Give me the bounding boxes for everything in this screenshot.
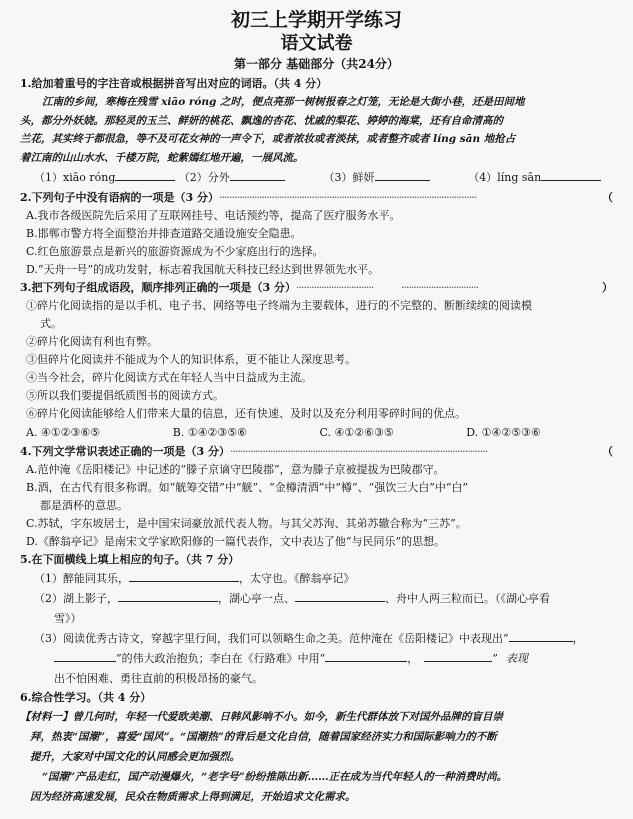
q1-answer-blank[interactable] bbox=[541, 180, 601, 181]
q1-passage-line: 兰花，其实终于都很急，等不及可花女神的一声令下，或者浓妆或者淡抹，或者整齐或者 líng sān 地抢占 bbox=[20, 133, 516, 145]
exam-subtitle: 语文试卷 bbox=[280, 33, 353, 54]
q3-sentence: ④当今社会，碎片化阅读方式在年轻人当中日益成为主流。 bbox=[26, 371, 312, 384]
part-heading: 第一部分 基础部分（共24分） bbox=[234, 57, 399, 71]
q5-answer-blank[interactable] bbox=[54, 661, 116, 662]
q1-blank-label: （1）xiāo róng bbox=[34, 171, 116, 184]
q1-stem: 1.给加着重号的字注音或根据拼音写出对应的词语。（共 4 分） bbox=[20, 77, 328, 90]
q3-sentence: ⑥碎片化阅读能够给人们带来大量的信息，还有快速、及时以及充分利用零碎时间的优点。 bbox=[26, 407, 466, 420]
q4-option-d[interactable]: D.《醉翁亭记》是南宋文学家欧阳修的一篇代表作，文中表达了他“与民同乐”的思想。 bbox=[26, 535, 446, 548]
q3-option-c[interactable]: C. ④①②⑥③⑤ bbox=[319, 426, 394, 439]
q3-sentence: ②碎片化阅读有利也有弊。 bbox=[26, 335, 158, 348]
q6-material-line: 因为经济高速发展，民众在物质需求上得到满足，开始追求文化需求。 bbox=[30, 791, 356, 803]
answer-paren: （ bbox=[602, 191, 613, 204]
q3-option-a[interactable]: A. ④①②③⑥⑤ bbox=[26, 426, 101, 439]
q5-text: ，太守也。《醉翁亭记》 bbox=[239, 572, 355, 585]
q3-option-d[interactable]: D. ①④②⑤③⑥ bbox=[466, 426, 541, 439]
q2-option-c[interactable]: C.红色旅游景点是新兴的旅游资源成为不少家庭出行的选择。 bbox=[26, 245, 324, 258]
q1-passage-line: 着江南的山山水水、千楼万院，蛇紫嫣红地开遍，一展风流。 bbox=[20, 151, 304, 164]
q6-material-line: 【材料一】曾几何时，年轻一代爱欧美潮、日韩风影响不小。如今，新生代群体放下对国外品牌的盲目崇 bbox=[20, 711, 503, 723]
q4-option-c[interactable]: C.苏轼，字东坡居士，是中国宋词豪放派代表人物。与其父苏洵、其弟苏辙合称为“三苏”。 bbox=[26, 517, 467, 530]
leader-dots: ······························· ······························· bbox=[295, 281, 479, 294]
q2-option-d[interactable]: D.“天舟一号”的成功发射，标志着我国航天科技已经达到世界领先水平。 bbox=[26, 263, 380, 276]
q5-text: ”的伟大政治抱负；李白在《行路难》中用“ bbox=[116, 652, 326, 665]
q1-blank-label: （3）鲜妍 bbox=[323, 171, 375, 184]
leader-dots: ······································································································· bbox=[229, 445, 488, 458]
q5-text: 雪》） bbox=[54, 612, 82, 625]
q3-sentence: 式。 bbox=[40, 317, 62, 330]
q5-text: ，湖心亭一点、 bbox=[218, 592, 295, 605]
q1-answer-blank[interactable] bbox=[375, 180, 430, 181]
q5-answer-blank[interactable] bbox=[129, 581, 239, 582]
q4-option-b[interactable]: B.酒，在古代有很多称谓。如“觥筹交错”中“觥”、“金樽清酒”中“樽”、“强饮三大白”中“白” bbox=[26, 481, 469, 494]
q3-sentence: ⑤所以我们要提倡纸质图书的阅读方式。 bbox=[26, 389, 224, 402]
q5-text: 出不怕困难、勇往直前的积极昂扬的豪气。 bbox=[54, 672, 263, 685]
q4-stem: 4.下列文学常识表述正确的一项是（3 分） bbox=[20, 445, 230, 458]
q1-passage-line: 头，都分外妖娆。那轻灵的玉兰、鲜妍的桃花、飘逸的杏花、忧戚的梨花、婷婷的海棠，还有自命清高的 bbox=[20, 114, 503, 127]
q2-stem-row bbox=[20, 189, 613, 207]
q5-answer-blank[interactable] bbox=[424, 661, 492, 662]
q5-answer-blank[interactable] bbox=[295, 601, 385, 602]
q3-sentence: ③但碎片化阅读并不能成为个人的知识体系，更不能让人深度思考。 bbox=[26, 353, 356, 366]
q5-text: （1）醉能同其乐， bbox=[34, 572, 129, 585]
q5-stem: 5.在下面横线上填上相应的句子。（共 7 分） bbox=[20, 553, 240, 566]
q6-stem: 6.综合性学习。（共 4 分） bbox=[20, 691, 152, 704]
q5-text: （3）阅读优秀古诗文，穿越字里行间，我们可以领略生命之美。范仲淹在《岳阳楼记》中表现出“ bbox=[34, 632, 509, 645]
q5-text: ， bbox=[407, 652, 419, 665]
q6-material-line: “国潮”产品走红，国产动漫爆火，“老字号”纷纷推陈出新……正在成为当代年轻人的一种消费时尚。 bbox=[42, 771, 508, 783]
exam-title: 初三上学期开学练习 bbox=[230, 9, 402, 31]
q6-material-line: 提升，大家对中国文化的认同感会更加强烈。 bbox=[30, 751, 240, 763]
leader-dots: ······································································································· bbox=[218, 191, 477, 204]
q3-stem-row bbox=[20, 279, 613, 297]
q5-line-1 bbox=[20, 569, 613, 589]
q2-option-a[interactable]: A.我市各级医院先后采用了互联网挂号、电话预约等，提高了医疗服务水平。 bbox=[26, 209, 401, 222]
q1-blank-label: （4）líng sān bbox=[468, 171, 542, 184]
q5-answer-blank[interactable] bbox=[118, 601, 218, 602]
q5-text: ” bbox=[492, 652, 498, 665]
q3-sentence: ①碎片化阅读指的是以手机、电子书、网络等电子终端为主要载体，进行的不完整的、断断续续的阅读模 bbox=[26, 299, 532, 312]
answer-paren: （ bbox=[602, 445, 613, 458]
q2-option-b[interactable]: B.邯郸市警方将全面整治并排查道路交通设施安全隐患。 bbox=[26, 227, 302, 240]
q5-text: （2）湖上影子， bbox=[34, 592, 118, 605]
q5-text: 、舟中人两三粒而已。（《湖心亭看 bbox=[385, 592, 550, 605]
answer-paren: ） bbox=[602, 281, 613, 294]
q4-stem-row bbox=[20, 443, 613, 461]
q5-line-2 bbox=[20, 589, 613, 609]
q4-option-a[interactable]: A.范仲淹《岳阳楼记》中记述的“滕子京谪守巴陵郡”，意为滕子京被提拔为巴陵郡守。 bbox=[26, 463, 445, 476]
q5-text: ， bbox=[572, 632, 584, 645]
q3-options bbox=[20, 423, 613, 443]
q1-passage-line: 江南的乡间，寒梅在残雪 xiāo róng 之时，便点亮那一树树报春之灯笼，无论是大街小巷，还是田间地 bbox=[42, 96, 525, 108]
q5-answer-blank[interactable] bbox=[325, 661, 407, 662]
q1-blank-label: （2）分外 bbox=[178, 171, 230, 184]
q2-stem: 2.下列句子中没有语病的一项是（3 分） bbox=[20, 191, 219, 204]
q5-text: 表现 bbox=[505, 652, 528, 665]
q1-blanks bbox=[20, 167, 613, 189]
q3-option-b[interactable]: B. ①④②③⑤⑥ bbox=[172, 426, 247, 439]
q6-material-line: 拜，热衷“国潮”，喜爱“国风”。“国潮热”的背后是文化自信，随着国家经济实力和国际影响力的不断 bbox=[30, 731, 497, 743]
q3-stem: 3.把下列句子组成语段，顺序排列正确的一项是（3 分） bbox=[20, 281, 296, 294]
q1-answer-blank[interactable] bbox=[115, 180, 175, 181]
q5-line-3 bbox=[20, 629, 613, 649]
q1-answer-blank[interactable] bbox=[230, 180, 285, 181]
q5-line-3b bbox=[20, 649, 613, 669]
q5-answer-blank[interactable] bbox=[509, 641, 573, 642]
q4-option-b-cont: 都是酒杯的意思。 bbox=[40, 499, 128, 512]
